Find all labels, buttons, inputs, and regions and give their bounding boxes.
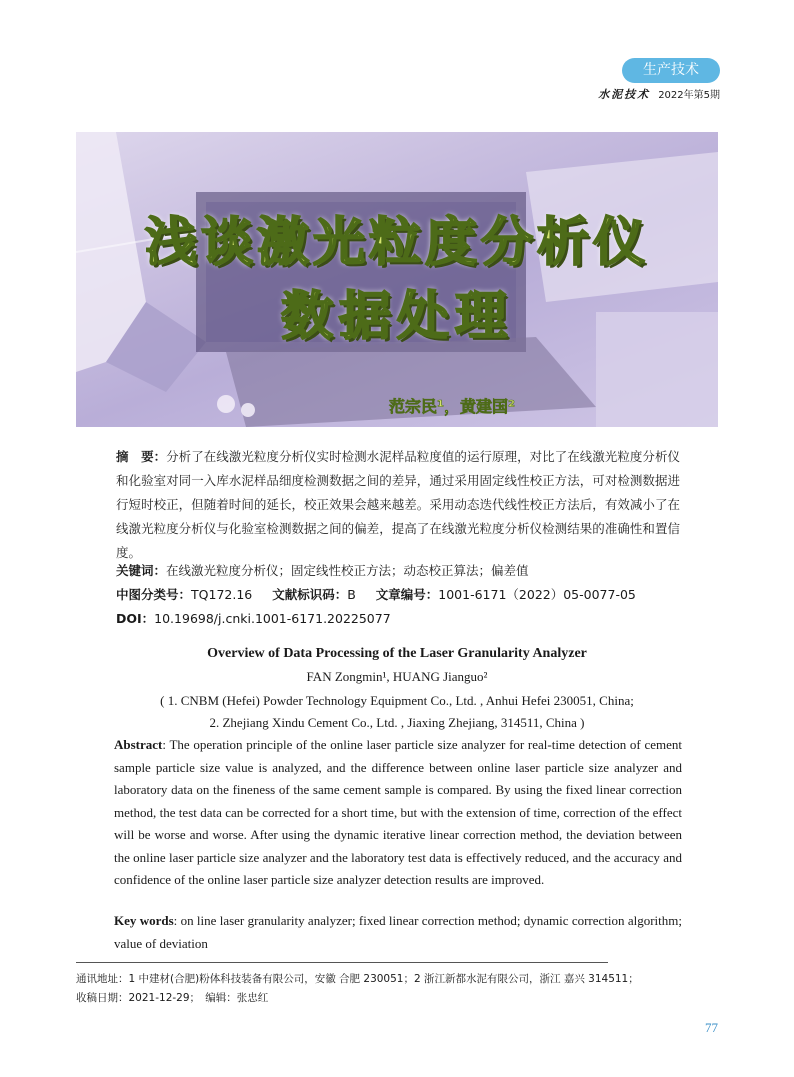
english-keywords — [114, 910, 682, 955]
doi-value: 10.19698/j.cnki.1001-6171.20225077 — [154, 611, 391, 626]
title-line-1: 浅谈激光粒度分析仪 — [144, 213, 649, 273]
affiliation-1: ( 1. CNBM (Hefei) Powder Technology Equipment Co., Ltd. , Anhui Hefei 230051, China; — [160, 693, 634, 708]
keywords-text-cn: 在线激光粒度分析仪；固定线性校正方法；动态校正算法；偏差值 — [166, 563, 529, 578]
journal-name: 水泥技术 — [598, 88, 651, 101]
clc-label: 中图分类号： — [116, 587, 192, 602]
chinese-abstract — [116, 445, 680, 565]
doccode-value: B — [347, 587, 356, 602]
doccode-label: 文献标识码： — [272, 587, 348, 602]
doi-line — [116, 609, 696, 627]
english-title: Overview of Data Processing of the Laser Granularity Analyzer — [207, 646, 587, 661]
english-abstract — [114, 734, 682, 892]
article-value: 1001-6171（2022）05-0077-05 — [438, 587, 636, 602]
keywords-text-en: : on line laser granularity analyzer; fixed linear correction method; dynamic correction algorithm; value of deviation — [114, 913, 682, 951]
affiliation-2: 2. Zhejiang Xindu Cement Co., Ltd. , Jiaxing Zhejiang, 314511, China ) — [209, 715, 585, 730]
abstract-label-cn: 摘 要： — [116, 449, 167, 464]
keywords-chinese — [116, 561, 696, 579]
journal-issue: 2022年第5期 — [658, 90, 720, 101]
doi-label: DOI： — [116, 611, 155, 626]
article-label: 文章编号： — [375, 587, 439, 602]
classification-line — [116, 585, 696, 603]
section-badge: 生产技术 — [622, 58, 720, 83]
journal-header — [540, 86, 720, 102]
abstract-text-cn: 分析了在线激光粒度分析仪实时检测水泥样品粒度值的运行原理，对比了在线激光粒度分析仪和化验室对同一入库水泥样品细度检测数据之间的差异，通过采用固定线性校正方法，可对检测数据进行短时校正，但随着时间的延长，校正效果会越来越差。采用动态迭代线性校正方法后，有效减小了在线激光粒度分析仪与化验室检测数据之间的偏差，提高了在线激光粒度分析仪检测结果的准确性和置信度。 — [116, 449, 680, 560]
title-line-2: 数据处理 — [280, 287, 513, 347]
abstract-label-en: Abstract — [114, 737, 163, 752]
page-number: 77 — [705, 1020, 718, 1035]
clc-value: TQ172.16 — [191, 587, 253, 602]
keywords-label-en: Key words — [114, 913, 174, 928]
title-banner — [76, 132, 718, 427]
abstract-text-en: : The operation principle of the online laser particle size analyzer for real-time detection of cement sample particle size value is analyzed, and the difference between online laser particle size analyzer and laboratory data on the fineness of the same cement sample is compared. By using the fixed linear correction method, the test data can be corrected for a short time, but with the extension of time, correction of the effect will be worse and worse. After using the dynamic iterative linear correction method, the deviation between the online laser particle size analyzer and the laboratory test data is effectively reduced, and the accuracy and confidence of the online laser particle size analyzer detection results are improved. — [114, 737, 682, 887]
received-date: 收稿日期：2021-12-29； 编辑：张忠红 — [76, 992, 269, 1004]
correspondence-address: 通讯地址：1 中建材(合肥)粉体科技装备有限公司，安徽 合肥 230051；2 浙江新都水泥有限公司，浙江 嘉兴 314511； — [76, 973, 639, 985]
english-authors: FAN Zongmin¹, HUANG Jianguo² — [306, 669, 488, 684]
authors-chinese: 范宗民¹，黄建国² — [388, 397, 516, 416]
footnote-divider — [76, 962, 608, 963]
keywords-label-cn: 关键词： — [116, 563, 167, 578]
